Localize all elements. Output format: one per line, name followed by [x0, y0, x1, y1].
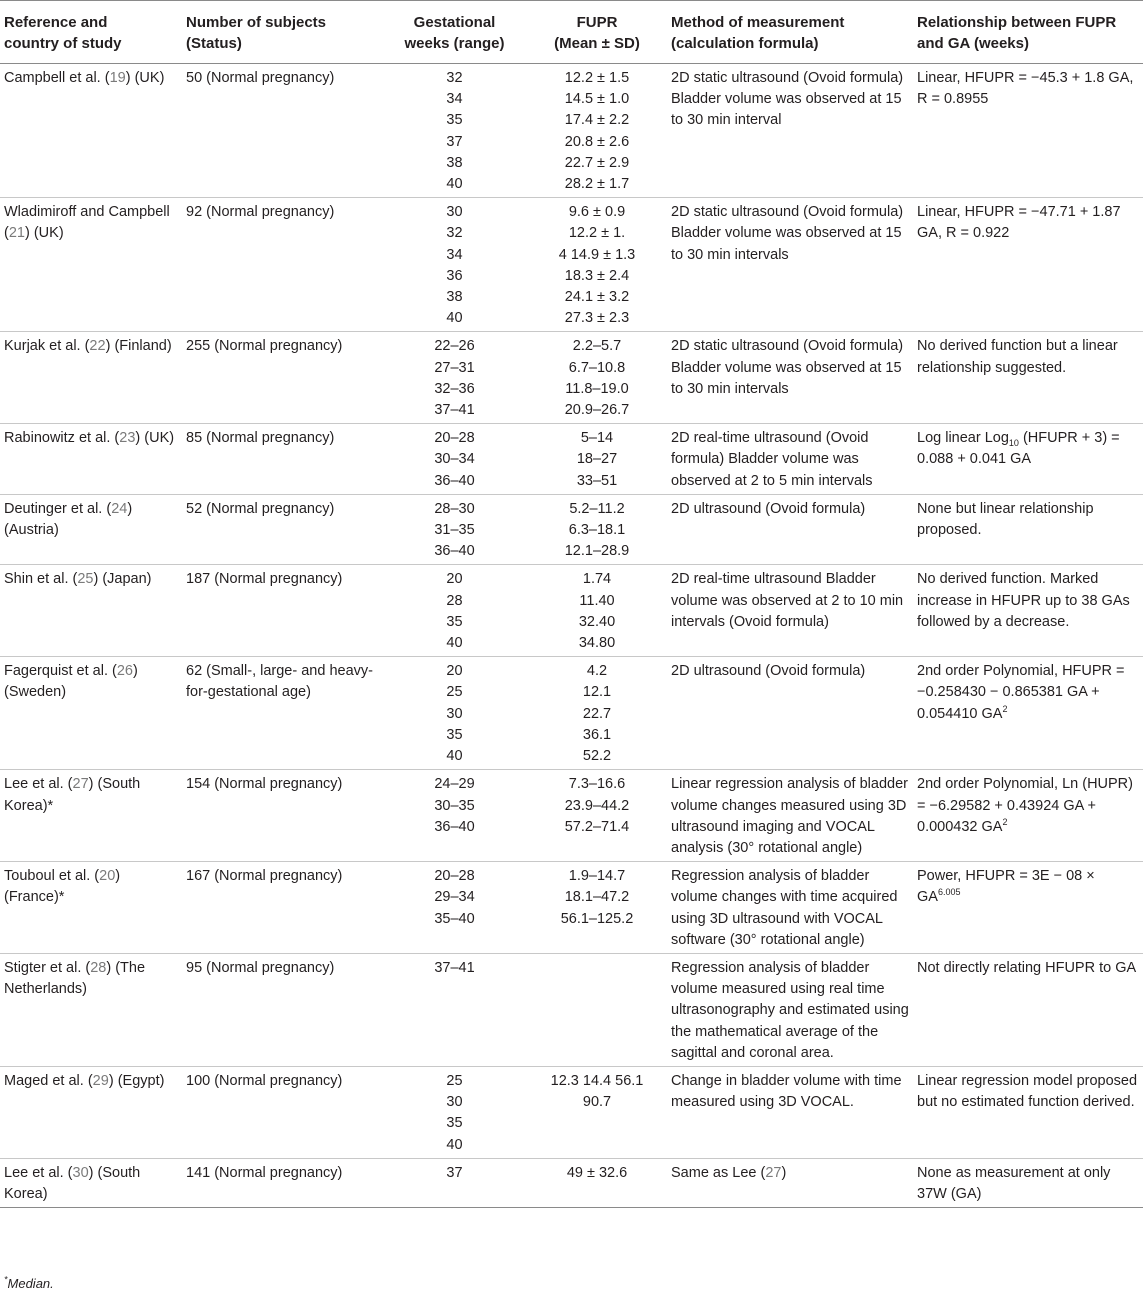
relationship-superscript: 2 — [1002, 816, 1008, 827]
fupr-value: 24.1 ± 3.2 — [564, 289, 630, 306]
reference-text: ) — [105, 338, 111, 355]
reference-text: Touboul et al. ( — [4, 868, 100, 885]
reference-text: ) — [135, 430, 141, 447]
cell-subjects: 50 (Normal pregnancy) — [182, 64, 382, 198]
cell-reference — [0, 770, 182, 862]
reference-country: (UK) — [144, 430, 175, 447]
reference-text: Stigter et al. ( — [4, 959, 91, 976]
reference-text: ) (Japan) — [93, 571, 152, 588]
weeks-value: 20–28 — [434, 430, 475, 447]
cell-weeks — [382, 424, 527, 495]
relationship-text: Power, HFUPR = 3E − 08 × GA — [917, 868, 1095, 906]
citation-link: 25 — [77, 571, 94, 588]
cell-method: Change in bladder volume with time measured using 3D VOCAL. — [667, 1066, 913, 1158]
weeks-value: 32 — [446, 70, 463, 86]
fupr-value: 23.9–44.2 — [564, 797, 630, 814]
table-row — [0, 198, 1143, 332]
header-reference: Reference and country of study — [0, 1, 182, 64]
table-row — [0, 424, 1143, 495]
weeks-value: 35–40 — [434, 910, 475, 927]
cell-reference — [0, 953, 182, 1066]
reference-text: ) — [115, 868, 121, 885]
fupr-value: 27.3 ± 2.3 — [564, 310, 630, 327]
fupr-value: 52.2 — [582, 748, 612, 765]
cell-weeks — [382, 770, 527, 862]
cell-fupr — [527, 862, 667, 954]
reference-text: ) (The Netherlands) — [4, 959, 146, 998]
citation-link: 26 — [116, 663, 133, 680]
citation-link: 22 — [89, 338, 106, 355]
fupr-value: 9.6 ± 0.9 — [568, 204, 626, 221]
cell-subjects: 85 (Normal pregnancy) — [182, 424, 382, 495]
reference-country: (Austria) — [4, 522, 59, 539]
cell-relationship — [913, 770, 1143, 862]
method-text: Same as Lee ( — [671, 1164, 766, 1181]
cell-reference — [0, 64, 182, 198]
relationship-subscript: 10 — [1008, 438, 1019, 449]
cell-subjects: 154 (Normal pregnancy) — [182, 770, 382, 862]
fupr-value: 18.1–47.2 — [564, 889, 630, 906]
reference-country: (France)* — [4, 889, 65, 906]
header-fupr: FUPR (Mean ± SD) — [527, 1, 667, 64]
fupr-value: 6.7–10.8 — [568, 359, 626, 376]
reference-text: ) (South Korea) — [4, 1164, 141, 1202]
cell-reference — [0, 1066, 182, 1158]
citation-link: 20 — [99, 868, 116, 885]
weeks-value: 36–40 — [434, 818, 475, 835]
reference-text: ) — [127, 500, 133, 517]
cell-method: 2D real-time ultrasound Bladder volume was observed at 2 to 10 min intervals (Ovoid formula) — [667, 565, 913, 657]
weeks-value: 34 — [446, 246, 463, 263]
weeks-value: 31–35 — [434, 522, 475, 539]
relationship-text: Log linear Log — [917, 430, 1009, 447]
cell-relationship — [913, 424, 1143, 495]
cell-fupr — [527, 657, 667, 770]
fupr-value: 1.9–14.7 — [568, 868, 626, 885]
table-row — [0, 565, 1143, 657]
weeks-value: 40 — [446, 635, 463, 652]
cell-weeks — [382, 1066, 527, 1158]
weeks-value: 37–41 — [434, 402, 475, 419]
cell-method: 2D static ultrasound (Ovoid formula) Bladder volume was observed at 15 to 30 min interval — [667, 64, 913, 198]
reference-text: ) — [132, 663, 138, 680]
cell-subjects: 52 (Normal pregnancy) — [182, 494, 382, 565]
fupr-value: 20.8 ± 2.6 — [564, 133, 630, 150]
fupr-value: 56.1–125.2 — [560, 910, 634, 927]
weeks-value: 40 — [446, 176, 463, 193]
weeks-value: 28–30 — [434, 500, 475, 517]
fupr-value: 5.2–11.2 — [569, 500, 625, 517]
weeks-value: 25 — [446, 1072, 463, 1089]
cell-fupr — [527, 198, 667, 332]
cell-reference — [0, 657, 182, 770]
fupr-value: 22.7 — [582, 705, 612, 722]
weeks-value: 25 — [446, 684, 463, 701]
table-row — [0, 1066, 1143, 1158]
weeks-value: 30–34 — [434, 451, 475, 468]
relationship-superscript: 6.005 — [937, 887, 961, 898]
reference-text: Shin et al. ( — [4, 571, 78, 588]
fupr-value: 18.3 ± 2.4 — [564, 267, 630, 284]
fupr-value: 57.2–71.4 — [564, 818, 630, 835]
reference-text: Maged et al. ( — [4, 1072, 93, 1089]
weeks-value: 32 — [446, 225, 463, 242]
weeks-value: 36–40 — [434, 472, 475, 489]
cell-weeks — [382, 198, 527, 332]
cell-weeks — [382, 494, 527, 565]
cell-reference — [0, 424, 182, 495]
table-footnote — [4, 1275, 54, 1293]
fupr-value: 1.74 — [582, 571, 612, 588]
weeks-value: 24–29 — [434, 776, 475, 793]
fupr-value: 22.7 ± 2.9 — [564, 154, 630, 171]
cell-relationship: Linear regression model proposed but no estimated function derived. — [913, 1066, 1143, 1158]
method-text: ) — [781, 1164, 787, 1181]
fupr-value: 18–27 — [576, 451, 618, 468]
fupr-value: 49 ± 32.6 — [566, 1164, 628, 1181]
citation-link: 27 — [72, 776, 89, 793]
cell-subjects: 92 (Normal pregnancy) — [182, 198, 382, 332]
cell-weeks — [382, 1158, 527, 1207]
cell-subjects: 95 (Normal pregnancy) — [182, 953, 382, 1066]
reference-text: ) — [125, 70, 131, 86]
weeks-value: 30–35 — [434, 797, 475, 814]
header-row — [0, 1, 1143, 64]
weeks-value: 35 — [446, 112, 463, 129]
fupr-value: 4.2 — [586, 663, 608, 680]
cell-fupr — [527, 770, 667, 862]
cell-relationship: Linear, HFUPR = −47.71 + 1.87 GA, R = 0.922 — [913, 198, 1143, 332]
citation-link: 29 — [92, 1072, 109, 1089]
cell-reference — [0, 1158, 182, 1207]
cell-method: 2D static ultrasound (Ovoid formula) Bladder volume was observed at 15 to 30 min intervals — [667, 198, 913, 332]
cell-relationship — [913, 862, 1143, 954]
cell-subjects: 141 (Normal pregnancy) — [182, 1158, 382, 1207]
weeks-value: 35 — [446, 613, 463, 630]
weeks-value: 35 — [446, 1115, 463, 1132]
footnote-text: Median. — [7, 1276, 54, 1291]
fupr-value: 34.80 — [578, 635, 616, 652]
cell-relationship: None but linear relationship proposed. — [913, 494, 1143, 565]
cell-method: 2D static ultrasound (Ovoid formula) Bladder volume was observed at 15 to 30 min intervals — [667, 332, 913, 424]
cell-reference — [0, 494, 182, 565]
fupr-value: 14.5 ± 1.0 — [564, 91, 630, 108]
cell-weeks — [382, 64, 527, 198]
reference-text: Rabinowitz et al. ( — [4, 430, 120, 447]
cell-method: 2D ultrasound (Ovoid formula) — [667, 494, 913, 565]
table-row — [0, 770, 1143, 862]
header-weeks: Gestational weeks (range) — [382, 1, 527, 64]
reference-text: Fagerquist et al. ( — [4, 663, 117, 680]
weeks-value: 36–40 — [434, 543, 475, 560]
fupr-value: 4 14.9 ± 1.3 — [558, 246, 636, 263]
cell-method: Linear regression analysis of bladder volume changes measured using 3D ultrasound imaging and VOCAL analysis (30° rotational angle) — [667, 770, 913, 862]
cell-weeks — [382, 332, 527, 424]
relationship-text: (HFUPR + 3) = 0.088 + 0.041 GA — [917, 430, 1120, 468]
cell-reference — [0, 565, 182, 657]
citation-link: 19 — [109, 70, 126, 86]
citation-link: 23 — [119, 430, 136, 447]
cell-method: Regression analysis of bladder volume measured using real time ultrasonography and estimated using the mathematical average of the sagittal and coronal area. — [667, 953, 913, 1066]
cell-subjects: 167 (Normal pregnancy) — [182, 862, 382, 954]
cell-weeks — [382, 565, 527, 657]
weeks-value: 32–36 — [434, 380, 475, 397]
fupr-value: 5–14 — [580, 430, 614, 447]
reference-country: (UK) — [134, 70, 165, 86]
cell-relationship: No derived function but a linear relationship suggested. — [913, 332, 1143, 424]
cell-relationship: None as measurement at only 37W (GA) — [913, 1158, 1143, 1207]
cell-reference — [0, 332, 182, 424]
cell-subjects: 62 (Small-, large- and heavy-for-gestational age) — [182, 657, 382, 770]
header-relationship: Relationship between FUPR and GA (weeks) — [913, 1, 1143, 64]
weeks-value: 29–34 — [434, 889, 475, 906]
reference-text: Deutinger et al. ( — [4, 500, 112, 517]
cell-reference — [0, 198, 182, 332]
footnote-mark: * — [4, 1274, 8, 1285]
cell-fupr — [527, 494, 667, 565]
fupr-value: 17.4 ± 2.2 — [564, 112, 630, 129]
table-row — [0, 494, 1143, 565]
cell-fupr — [527, 1066, 667, 1158]
table-row — [0, 1158, 1143, 1207]
cell-reference — [0, 862, 182, 954]
cell-fupr — [527, 565, 667, 657]
weeks-value: 37–41 — [434, 959, 475, 976]
weeks-value: 40 — [446, 748, 463, 765]
weeks-value: 34 — [446, 91, 463, 108]
cell-subjects: 255 (Normal pregnancy) — [182, 332, 382, 424]
cell-relationship — [913, 657, 1143, 770]
table-row — [0, 953, 1143, 1066]
reference-text: ) — [108, 1072, 114, 1089]
reference-text: Wladimiroff and Campbell ( — [4, 204, 170, 242]
cell-fupr — [527, 953, 667, 1066]
cell-method — [667, 1158, 913, 1207]
fupr-value: 36.1 — [582, 726, 612, 743]
weeks-value: 38 — [446, 289, 463, 306]
table-row — [0, 64, 1143, 198]
fupr-value: 7.3–16.6 — [568, 776, 626, 793]
fupr-value: 12.3 14.4 56.1 — [550, 1072, 644, 1089]
cell-weeks — [382, 657, 527, 770]
fupr-value: 2.2–5.7 — [572, 338, 622, 355]
weeks-value: 40 — [446, 310, 463, 327]
fupr-value: 12.2 ± 1. — [568, 225, 626, 242]
relationship-superscript: 2 — [1002, 703, 1008, 714]
citation-link: 27 — [765, 1164, 782, 1181]
fupr-value: 32.40 — [578, 613, 616, 630]
citation-link: 30 — [72, 1164, 89, 1181]
table-row — [0, 657, 1143, 770]
reference-text: Lee et al. ( — [4, 1164, 73, 1181]
cell-fupr — [527, 332, 667, 424]
citation-link: 21 — [8, 225, 25, 242]
cell-method: Regression analysis of bladder volume changes with time acquired using 3D ultrasound with VOCAL software (30° rotational angle) — [667, 862, 913, 954]
header-method: Method of measurement (calculation formula) — [667, 1, 913, 64]
fupr-value: 12.1–28.9 — [564, 543, 630, 560]
cell-weeks — [382, 862, 527, 954]
reference-text: ) (UK) — [24, 225, 64, 242]
fupr-value: 90.7 — [582, 1094, 612, 1111]
weeks-value: 37 — [446, 133, 463, 150]
citation-link: 28 — [90, 959, 107, 976]
reference-text: ) (South Korea)* — [4, 776, 141, 814]
cell-fupr — [527, 1158, 667, 1207]
cell-relationship: Linear, HFUPR = −45.3 + 1.8 GA, R = 0.8955 — [913, 64, 1143, 198]
weeks-value: 22–26 — [434, 338, 475, 355]
weeks-value: 36 — [446, 267, 463, 284]
cell-method: 2D ultrasound (Ovoid formula) — [667, 657, 913, 770]
cell-fupr — [527, 424, 667, 495]
relationship-text: 2nd order Polynomial, HFUPR = −0.258430 − 0.865381 GA + 0.054410 GA — [917, 663, 1125, 722]
header-subjects: Number of subjects (Status) — [182, 1, 382, 64]
citation-link: 24 — [111, 500, 128, 517]
weeks-value: 20–28 — [434, 868, 475, 885]
weeks-value: 28 — [446, 592, 463, 609]
cell-subjects: 100 (Normal pregnancy) — [182, 1066, 382, 1158]
cell-relationship: Not directly relating HFUPR to GA — [913, 953, 1143, 1066]
cell-fupr — [527, 64, 667, 198]
weeks-value: 40 — [446, 1136, 463, 1153]
cell-method: 2D real-time ultrasound (Ovoid formula) Bladder volume was observed at 2 to 5 min intervals — [667, 424, 913, 495]
weeks-value: 20 — [446, 571, 463, 588]
reference-text: Lee et al. ( — [4, 776, 73, 793]
weeks-value: 30 — [446, 1094, 463, 1111]
reference-country: (Egypt) — [117, 1072, 165, 1089]
reference-text: Kurjak et al. ( — [4, 338, 90, 355]
cell-weeks — [382, 953, 527, 1066]
weeks-value: 27–31 — [434, 359, 475, 376]
fupr-value: 12.2 ± 1.5 — [564, 70, 630, 86]
table-row — [0, 862, 1143, 954]
weeks-value: 20 — [446, 663, 463, 680]
fupr-value: 11.8–19.0 — [565, 380, 629, 397]
weeks-value: 30 — [446, 204, 463, 221]
cell-subjects: 187 (Normal pregnancy) — [182, 565, 382, 657]
fupr-value: 20.9–26.7 — [564, 402, 630, 419]
fupr-value: 33–51 — [576, 472, 618, 489]
fupr-value: 12.1 — [582, 684, 612, 701]
weeks-value: 38 — [446, 154, 463, 171]
fupr-value: 28.2 ± 1.7 — [564, 176, 630, 193]
table-body — [0, 64, 1143, 1208]
weeks-value: 30 — [446, 705, 463, 722]
reference-country: (Finland) — [114, 338, 172, 355]
cell-relationship: No derived function. Marked increase in HFUPR up to 38 GAs followed by a decrease. — [913, 565, 1143, 657]
reference-country: (Sweden) — [4, 684, 67, 701]
fupr-value: 6.3–18.1 — [568, 522, 626, 539]
fupr-value: 11.40 — [579, 592, 615, 609]
reference-text: Campbell et al. ( — [4, 70, 110, 86]
weeks-value: 35 — [446, 726, 463, 743]
table-row — [0, 332, 1143, 424]
weeks-value: 37 — [446, 1164, 463, 1181]
relationship-text: 2nd order Polynomial, Ln (HUPR) = −6.29582 + 0.43924 GA + 0.000432 GA — [917, 776, 1133, 835]
